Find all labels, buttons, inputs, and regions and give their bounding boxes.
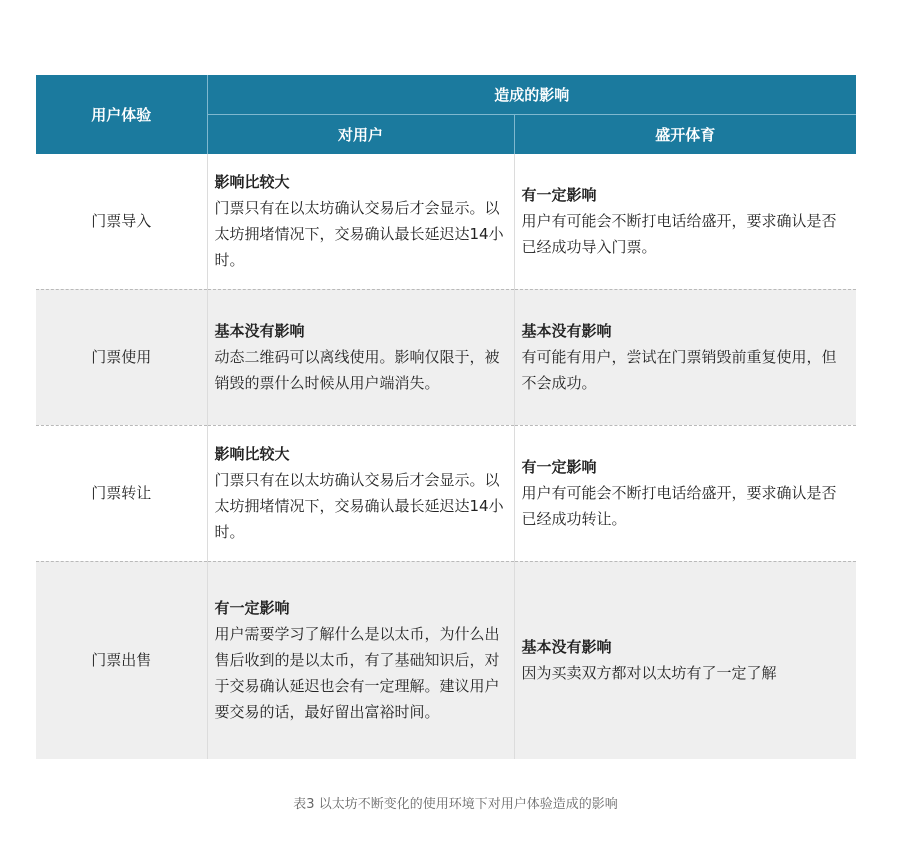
shengkai-impact-desc: 因为买卖双方都对以太坊有了一定了解 — [521, 664, 777, 683]
user-impact-title: 影响比较大 — [214, 445, 290, 463]
table-body — [36, 154, 856, 759]
user-impact-desc: 门票只有在以太坊确认交易后才会显示。以太坊拥堵情况下，交易确认最长延迟达14小时。 — [214, 199, 504, 270]
header-to-shengkai: 盛开体育 — [514, 115, 856, 155]
shengkai-impact-title: 有一定影响 — [521, 186, 597, 205]
row-label: 门票转让 — [36, 425, 207, 561]
row-label: 门票出售 — [36, 561, 207, 759]
table-header — [36, 75, 856, 154]
user-impact-title: 有一定影响 — [214, 599, 290, 618]
shengkai-impact-cell — [514, 425, 856, 561]
user-impact-cell — [207, 561, 514, 759]
impact-table — [36, 75, 856, 759]
shengkai-impact-desc: 有可能有用户，尝试在门票销毁前重复使用，但不会成功。 — [521, 348, 837, 392]
shengkai-impact-desc: 用户有可能会不断打电话给盛开，要求确认是否已经成功转让。 — [521, 484, 837, 528]
table-caption: 表3 以太坊不断变化的使用环境下对用户体验造成的影响 — [293, 797, 618, 812]
shengkai-impact-title: 基本没有影响 — [521, 638, 612, 657]
user-impact-cell — [207, 425, 514, 561]
row-label: 门票导入 — [36, 154, 207, 289]
user-impact-cell — [207, 154, 514, 289]
user-impact-desc: 用户需要学习了解什么是以太币，为什么出售后收到的是以太币，有了基础知识后，对于交易确认延迟也会有一定理解。建议用户要交易的话，最好留出富裕时间。 — [214, 625, 500, 722]
row-label: 门票使用 — [36, 289, 207, 425]
table-row — [36, 289, 856, 425]
shengkai-impact-desc: 用户有可能会不断打电话给盛开，要求确认是否已经成功导入门票。 — [521, 212, 837, 257]
user-impact-desc: 动态二维码可以离线使用。影响仅限于，被销毁的票什么时候从用户端消失。 — [214, 348, 500, 392]
user-impact-title: 基本没有影响 — [214, 322, 305, 340]
header-user-experience: 用户体验 — [36, 75, 207, 154]
table-row — [36, 561, 856, 759]
header-to-user: 对用户 — [207, 115, 514, 155]
user-impact-cell — [207, 289, 514, 425]
impact-table-container — [36, 75, 856, 759]
table-row — [36, 154, 856, 289]
user-impact-desc: 门票只有在以太坊确认交易后才会显示。以太坊拥堵情况下，交易确认最长延迟达14小时。 — [214, 471, 504, 541]
user-impact-title: 影响比较大 — [214, 173, 290, 192]
shengkai-impact-title: 基本没有影响 — [521, 322, 612, 340]
table-row — [36, 425, 856, 561]
shengkai-impact-cell — [514, 289, 856, 425]
shengkai-impact-cell — [514, 154, 856, 289]
shengkai-impact-cell — [514, 561, 856, 759]
shengkai-impact-title: 有一定影响 — [521, 458, 597, 476]
header-impact-group: 造成的影响 — [207, 75, 856, 115]
